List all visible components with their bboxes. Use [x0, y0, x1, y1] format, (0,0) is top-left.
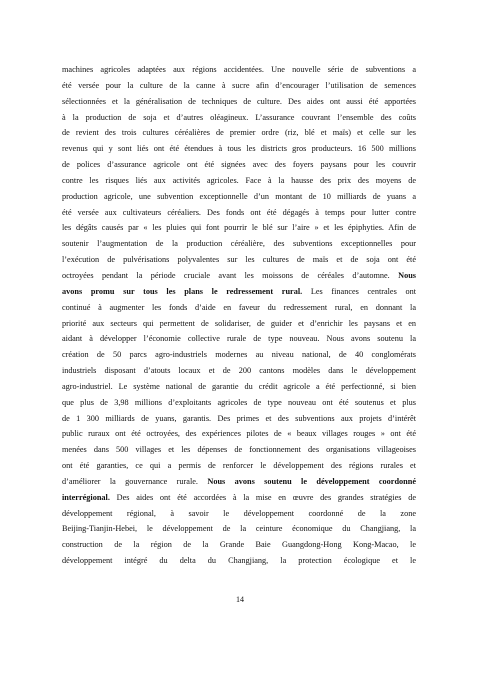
text-line	[62, 426, 416, 442]
text-run: machines agricoles adaptées aux régions accidentées. Une nouvelle série de subventions a	[62, 65, 416, 74]
text-line	[62, 157, 416, 173]
text-line	[62, 125, 416, 141]
text-run: octroyées pendant la période cruciale avant les moissons de céréales d’automne.	[62, 270, 399, 280]
body-paragraph	[62, 62, 416, 569]
text-run: ont été garanties, ce qui a permis de renforcer le développement des régions rurales et	[62, 461, 416, 471]
text-line	[62, 474, 416, 490]
text-line	[62, 220, 416, 236]
text-line	[62, 490, 416, 506]
text-run: public ruraux ont été octroyées, des expériences pilotes de « beaux villages rouges » ont été	[62, 429, 416, 439]
bold-text-run: Nous	[398, 270, 416, 280]
text-line	[62, 236, 416, 252]
text-line	[62, 442, 416, 458]
text-line	[62, 173, 416, 189]
text-run: développement intégré du delta du Changjiang, la protection écologique et le	[62, 556, 416, 566]
text-line	[62, 284, 416, 300]
text-run: agro-industriel. Le système national de garantie du crédit agricole a été perfectionné, si bien	[62, 381, 416, 391]
text-run: de revient des trois cultures céréalières de premier ordre (riz, blé et maïs) et celle sur les	[62, 128, 416, 138]
text-line	[62, 331, 416, 347]
text-line	[62, 379, 416, 395]
text-run: revenus qui y sont liés ont été étendues à tous les districts gros producteurs. 16 500 millions	[62, 144, 416, 154]
text-run: Beijing-Tianjin-Hebei, le développement de la ceinture économique du Changjiang, la	[62, 524, 416, 534]
text-line	[62, 78, 416, 94]
text-line	[62, 62, 416, 78]
text-run: menées dans 500 villages et les dépenses de fonctionnement des organisations villageoises	[62, 445, 416, 455]
text-run: soutenir l’augmentation de la production céréalière, des subventions exceptionnelles pour	[62, 239, 416, 249]
text-line	[62, 110, 416, 126]
bold-text-run: interrégional.	[62, 492, 110, 502]
text-line	[62, 553, 416, 569]
text-line	[62, 347, 416, 363]
text-line	[62, 205, 416, 221]
text-run: industriels disposant d’atouts locaux et de 200 cantons modèles dans le développement	[62, 366, 416, 376]
text-run: Des aides ont été accordées à la mise en œuvre des grandes stratégies de	[109, 492, 416, 502]
text-line	[62, 395, 416, 411]
text-run: été versée aux cultivateurs céréaliers. Des fonds ont été dégagés à temps pour lutter contre	[62, 207, 416, 217]
text-run: les dégâts causés par « les pluies qui font pourrir le blé sur l’aire » et les épiphyties. Afin de	[62, 223, 416, 233]
text-run: à la production de soja et d’autres oléagineux. L’assurance couvrant l’ensemble des coûts	[62, 112, 416, 122]
text-line	[62, 94, 416, 110]
bold-text-run: Nous avons soutenu le développement coordonné	[207, 476, 416, 486]
text-line	[62, 316, 416, 332]
text-run: contre les risques liés aux activités agricoles. Face à la hausse des prix des moyens de	[62, 175, 416, 185]
text-line	[62, 300, 416, 316]
text-run: d’améliorer la gouvernance rurale.	[62, 476, 208, 486]
text-line	[62, 268, 416, 284]
text-line	[62, 458, 416, 474]
text-line	[62, 363, 416, 379]
text-run: de polices d’assurance agricole ont été signées avec des foyers paysans pour les couvrir	[62, 160, 416, 170]
text-run: construction de la région de la Grande Baie Guangdong-Hong Kong-Macao, le	[62, 540, 416, 550]
text-line	[62, 141, 416, 157]
page-number: 14	[236, 595, 244, 604]
text-run: été versée pour la culture de la canne à sucre afin d’encourager l’utilisation de semences	[62, 80, 416, 90]
text-line	[62, 252, 416, 268]
text-run: aidant à développer l’économie collective rurale de type nouveau. Nous avons soutenu la	[62, 334, 416, 344]
text-line	[62, 521, 416, 537]
text-run: sélectionnées et la généralisation de techniques de culture. Des aides ont aussi été apportées	[62, 96, 416, 106]
text-run: de 1 300 milliards de yuans, garantis. Des primes et des subventions aux projets d’intérêt	[62, 413, 416, 423]
text-run: continué à augmenter les fonds d’aide en faveur du redressement rural, en donnant la	[62, 302, 416, 312]
text-run: priorité aux secteurs qui permettent de solidariser, de guider et d’enrichir les paysans et en	[62, 318, 416, 328]
bold-text-run: avons promu sur tous les plans le redressement rural.	[62, 286, 303, 296]
text-run: développement régional, à savoir le développement coordonné de la zone	[62, 508, 416, 518]
text-run: que plus de 3,98 millions d’exploitants agricoles de type nouveau ont été soutenus et plus	[62, 397, 416, 407]
text-run: création de 50 parcs agro-industriels modernes au niveau national, de 40 conglomérats	[62, 350, 416, 360]
text-line	[62, 189, 416, 205]
text-line	[62, 537, 416, 553]
text-run: Les finances centrales ont	[302, 286, 416, 296]
text-line	[62, 506, 416, 522]
text-line	[62, 411, 416, 427]
text-run: l’exécution de pulvérisations polyvalentes sur les cultures de maïs et de soja ont été	[62, 255, 416, 265]
text-run: production agricole, une subvention exceptionnelle d’un montant de 10 milliards de yuans a	[62, 191, 416, 201]
